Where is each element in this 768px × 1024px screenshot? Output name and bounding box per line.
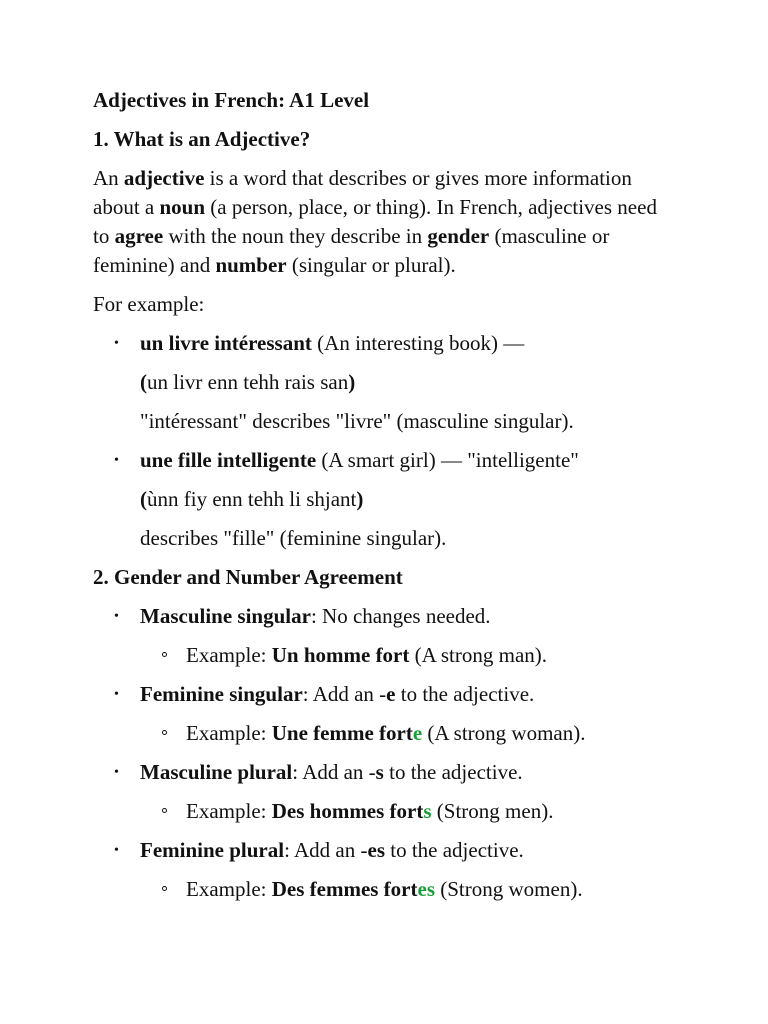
intro-text: (a person, place, or thing). In French, adjectives need to (93, 195, 657, 248)
rule-text: to the adjective. (383, 760, 523, 784)
rule-item-feminine-plural (93, 836, 676, 904)
rule-suffix: e (386, 682, 396, 706)
paren-open: ( (140, 487, 147, 511)
example-translation: (A smart girl) — "intelligente" (316, 448, 579, 472)
list-item (93, 329, 676, 436)
example-sublist (140, 875, 676, 904)
example-phrase: Un homme fort (271, 643, 410, 667)
circle-bullet-icon (162, 886, 167, 891)
document-title: Adjectives in French: A1 Level (93, 88, 370, 112)
example-sublist (140, 641, 676, 670)
pronunciation-line (140, 368, 676, 397)
rule-item-feminine-singular (93, 680, 676, 748)
intro-text: An (93, 166, 124, 190)
bullet-dot-icon: • (114, 843, 119, 858)
highlighted-ending: s (423, 799, 432, 823)
example-prefix: Example: (186, 721, 272, 745)
paren-open: ( (140, 370, 147, 394)
sub-list-item (140, 797, 676, 826)
for-example-label: For example: (93, 292, 205, 316)
rule-text: : Add an - (292, 760, 376, 784)
intro-text: with the noun they describe in (163, 224, 428, 248)
section-heading-agreement: 2. Gender and Number Agreement (93, 565, 403, 589)
keyword-agree: agree (114, 224, 164, 248)
sub-list-item (140, 719, 676, 748)
keyword-adjective: adjective (123, 166, 205, 190)
keyword-noun: noun (159, 195, 206, 219)
paren-close: ) (348, 370, 356, 394)
example-phrase: Des hommes fort (271, 799, 424, 823)
bullet-dot-icon: • (114, 687, 119, 702)
example-prefix: Example: (186, 877, 272, 901)
rule-label: Feminine plural (140, 838, 285, 862)
intro-paragraph (93, 164, 676, 280)
bullet-dot-icon: • (114, 609, 119, 624)
keyword-number: number (215, 253, 287, 277)
intro-text: (masculine or feminine) and (93, 224, 610, 277)
example-prefix: Example: (186, 643, 272, 667)
highlighted-ending: e (412, 721, 423, 745)
keyword-gender: gender (427, 224, 490, 248)
example-phrase: un livre intéressant (140, 331, 312, 355)
example-prefix: Example: (186, 799, 272, 823)
example-sublist (140, 797, 676, 826)
example-phrase: Des femmes fort (271, 877, 418, 901)
agreement-rule-list (93, 602, 676, 904)
rule-text: : Add an - (284, 838, 368, 862)
pronunciation-line (140, 485, 676, 514)
circle-bullet-icon (162, 652, 167, 657)
example-list (93, 329, 676, 553)
rule-text: : No changes needed. (310, 604, 491, 628)
rule-label: Masculine singular (140, 604, 311, 628)
rule-text: : Add an - (302, 682, 387, 706)
rule-text: to the adjective. (395, 682, 535, 706)
paren-close: ) (356, 487, 364, 511)
example-translation: (A strong woman). (422, 721, 586, 745)
intro-text: (singular or plural). (286, 253, 456, 277)
intro-text: is a word that describes or gives more information about a (93, 166, 632, 219)
rule-item-masculine-plural (93, 758, 676, 826)
rule-label: Feminine singular (140, 682, 303, 706)
example-sublist (140, 719, 676, 748)
bullet-dot-icon: • (114, 453, 119, 468)
pronunciation-text: ùnn fiy enn tehh li shjant (147, 487, 357, 511)
rule-suffix: s (375, 760, 384, 784)
example-translation: (Strong men). (431, 799, 554, 823)
example-note: describes "fille" (feminine singular). (140, 526, 447, 550)
circle-bullet-icon (162, 730, 167, 735)
example-phrase: une fille intelligente (140, 448, 317, 472)
rule-text: to the adjective. (385, 838, 524, 862)
rule-suffix: es (367, 838, 385, 862)
rule-label: Masculine plural (140, 760, 293, 784)
example-phrase: Une femme fort (271, 721, 413, 745)
list-item (93, 446, 676, 553)
rule-item-masculine-singular (93, 602, 676, 670)
bullet-dot-icon: • (114, 765, 119, 780)
pronunciation-text: un livr enn tehh rais san (147, 370, 349, 394)
highlighted-ending: es (417, 877, 435, 901)
example-translation: (Strong women). (435, 877, 583, 901)
example-note: "intéressant" describes "livre" (masculine singular). (140, 409, 574, 433)
circle-bullet-icon (162, 808, 167, 813)
bullet-dot-icon: • (114, 336, 119, 351)
example-translation: (An interesting book) — (311, 331, 525, 355)
sub-list-item (140, 875, 676, 904)
section-heading-what-is-adjective: 1. What is an Adjective? (93, 127, 311, 151)
example-translation: (A strong man). (409, 643, 548, 667)
sub-list-item (140, 641, 676, 670)
